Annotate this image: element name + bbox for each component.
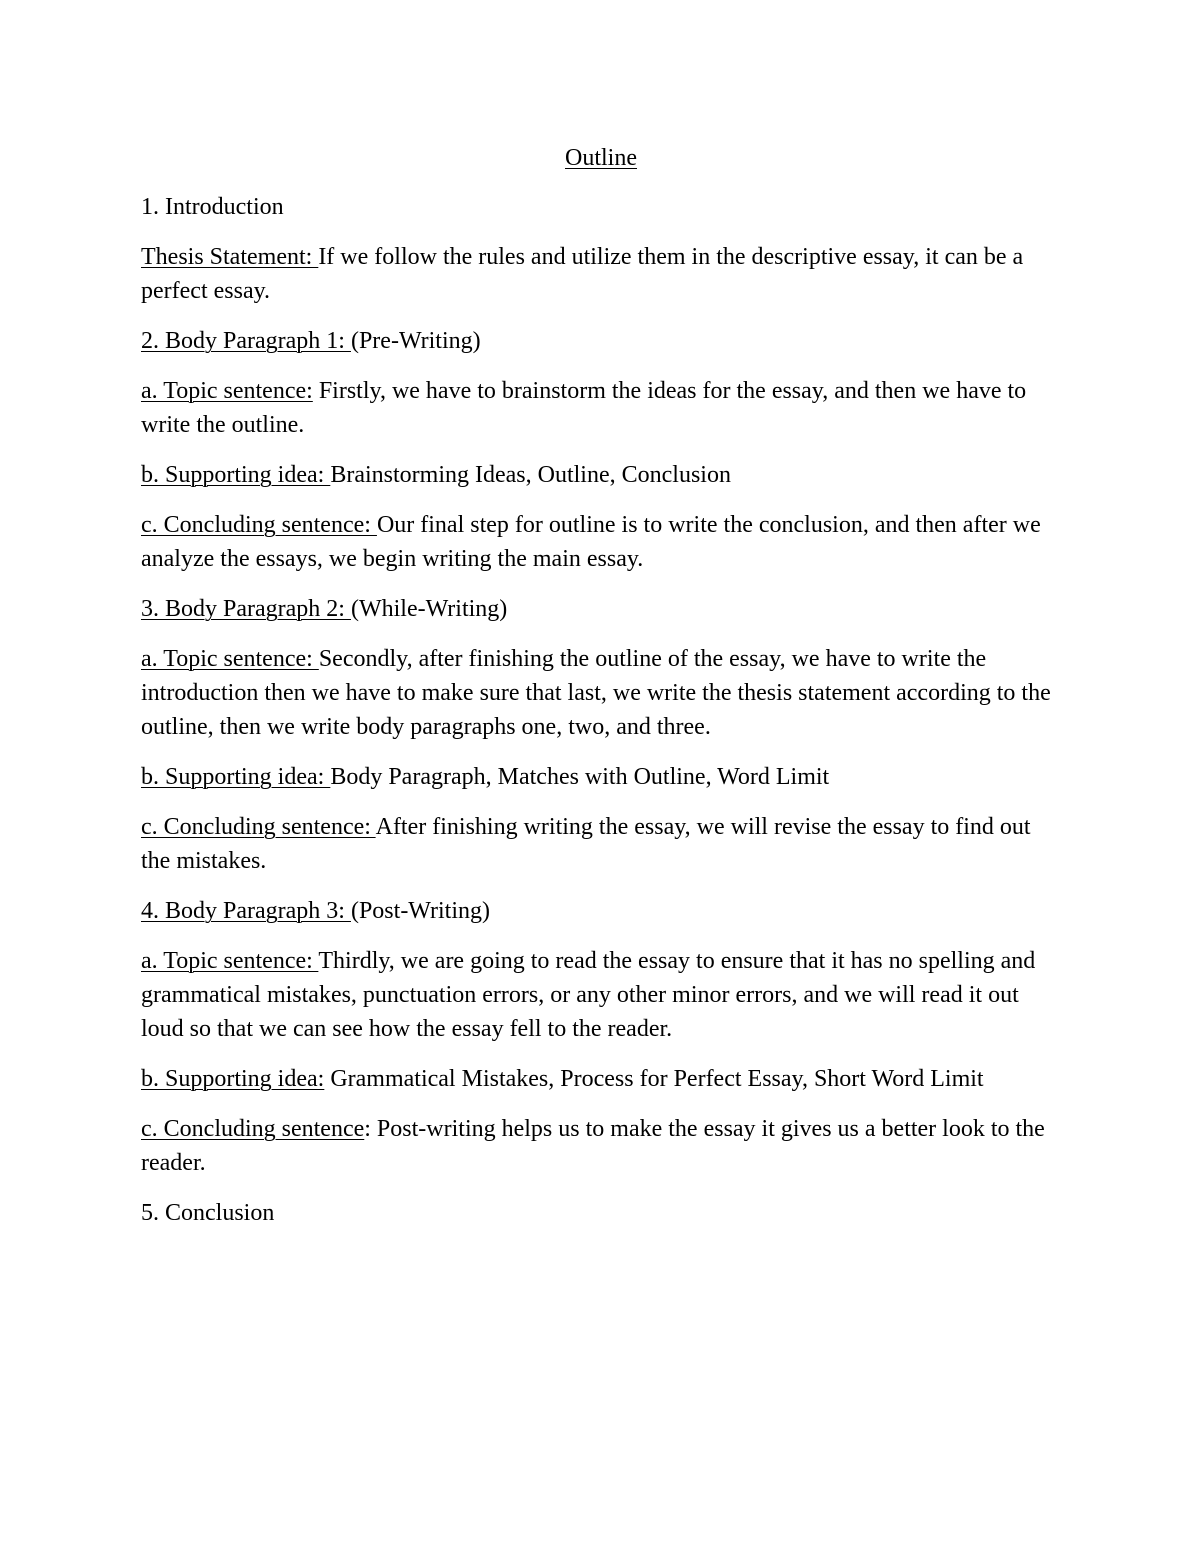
paragraph-text: After finishing writing the essay, we will revise the essay to find out the mistakes. <box>141 814 1031 874</box>
bp2-topic-sentence <box>141 642 1061 744</box>
bp1-concluding-sentence <box>141 508 1061 576</box>
paragraph-text: Body Paragraph, Matches with Outline, Word Limit <box>330 764 830 790</box>
paragraph-label: 4. Body Paragraph 3: <box>141 898 351 924</box>
paragraph-text: Secondly, after finishing the outline of the essay, we have to write the introduction then we have to make sure that last, we write the thesis statement according to the outline, then we write body paragraphs one, two, and three. <box>141 646 1051 740</box>
paragraph-label: 3. Body Paragraph 2: <box>141 596 351 622</box>
paragraph-text: (Pre-Writing) <box>350 328 481 354</box>
bp3-supporting-idea <box>141 1062 1061 1096</box>
bp2-concluding-sentence <box>141 810 1061 878</box>
paragraph-label: b. Supporting idea: <box>141 764 331 790</box>
paragraph-text: Firstly, we have to brainstorm the ideas for the essay, and then we have to write the outline. <box>141 378 1027 438</box>
outline-item-introduction <box>141 190 1061 224</box>
bp1-topic-sentence <box>141 374 1061 442</box>
paragraph-text: : Post-writing helps us to make the essay it gives us a better look to the reader. <box>141 1116 1045 1176</box>
paragraph-text: 1. Introduction <box>141 194 284 220</box>
paragraph-label: b. Supporting idea: <box>141 462 331 488</box>
paragraph-label: c. Concluding sentence <box>141 1116 365 1142</box>
paragraph-label: Thesis Statement: <box>141 244 319 270</box>
paragraph-label: c. Concluding sentence: <box>141 814 376 840</box>
paragraph-label: a. Topic sentence: <box>141 948 319 974</box>
document-body <box>141 141 1061 1246</box>
paragraph-text: (While-Writing) <box>350 596 508 622</box>
paragraph-text: If we follow the rules and utilize them in the descriptive essay, it can be a perfect essay. <box>141 244 1024 304</box>
bp3-topic-sentence <box>141 944 1061 1046</box>
paragraph-label: 2. Body Paragraph 1: <box>141 328 351 354</box>
paragraph-text: 5. Conclusion <box>141 1200 275 1226</box>
paragraph-label: c. Concluding sentence: <box>141 512 377 538</box>
outline-item-conclusion <box>141 1196 1061 1230</box>
bp1-supporting-idea <box>141 458 1061 492</box>
paragraph-text: Brainstorming Ideas, Outline, Conclusion <box>330 462 731 488</box>
paragraph-label: a. Topic sentence: <box>141 646 319 672</box>
paragraph-label: a. Topic sentence: <box>141 378 313 404</box>
outline-item-body-paragraph-3 <box>141 894 1061 928</box>
bp3-concluding-sentence <box>141 1112 1061 1180</box>
paragraph-text: (Post-Writing) <box>350 898 490 924</box>
paragraph-text: Grammatical Mistakes, Process for Perfect Essay, Short Word Limit <box>324 1066 984 1092</box>
outline-item-body-paragraph-1 <box>141 324 1061 358</box>
document-title: Outline <box>565 145 637 171</box>
thesis-statement <box>141 240 1061 308</box>
paragraph-text: Thirdly, we are going to read the essay to ensure that it has no spelling and grammatical mistakes, punctuation errors, or any other minor errors, and we will read it out loud so that we can see how the essay fell to the reader. <box>141 948 1036 1042</box>
outline-item-body-paragraph-2 <box>141 592 1061 626</box>
paragraph-label: b. Supporting idea: <box>141 1066 325 1092</box>
bp2-supporting-idea <box>141 760 1061 794</box>
paragraph-text: Our final step for outline is to write the conclusion, and then after we analyze the essays, we begin writing the main essay. <box>141 512 1041 572</box>
